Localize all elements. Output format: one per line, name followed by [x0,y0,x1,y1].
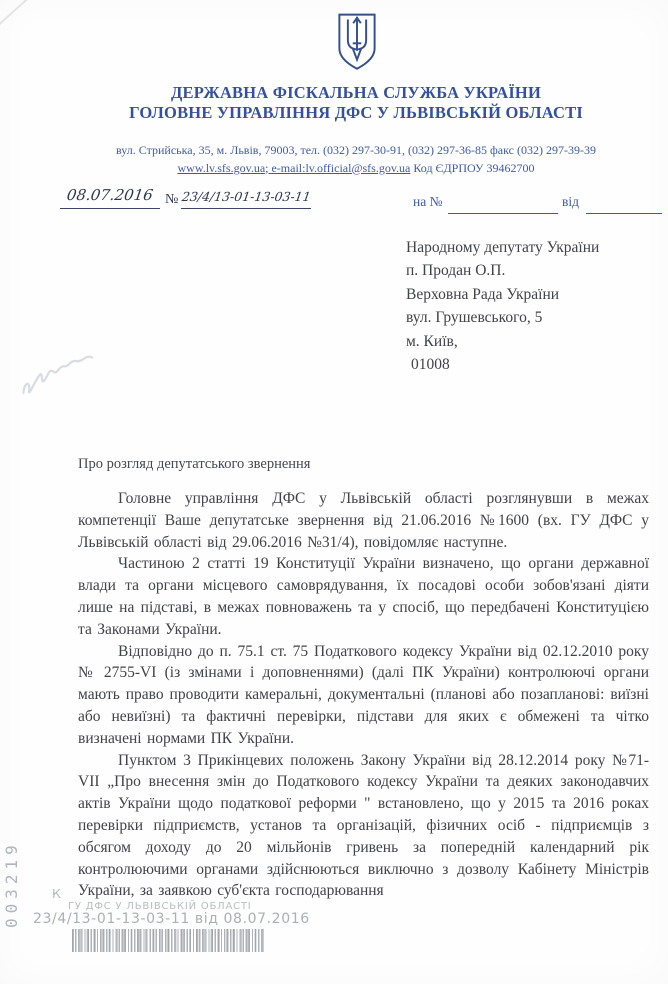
org-name-line2: ГОЛОВНЕ УПРАВЛІННЯ ДФС У ЛЬВІВСЬКІЙ ОБЛАСТІ [129,102,583,122]
registry-stamp-office: ГУ ДФС У ЛЬВІВСЬКІЙ ОБЛАСТІ [68,901,252,912]
recipient-line: Народному депутату України [406,239,600,256]
contact-web-line [46,160,666,178]
handwritten-date: 08.07.2016 [65,186,155,204]
tryzub-emblem-icon [334,12,380,72]
registry-barcode [72,929,264,952]
reply-number-blank [448,212,558,214]
recipient-postal-code: 01008 [411,356,450,374]
recipient-line: вул. Грушевського, 5 [406,309,543,327]
website-email-text: www.lv.sfs.gov.ua; e-mail:lv.official@sfs.gov.ua [177,160,411,175]
body-paragraph: Відповідно до п. 75.1 ст. 75 Податкового кодексу України від 02.12.2010 року № 2755-VI (із змінами і доповненнями) (далі ПК України) контролюючі органи мають право проводити камеральні, документальні (планові або позапланові: виїзні або невиїзні) та фактичні перевірки, підстави для яких є обмежені та чітко визначені нормами ПК України. [78,642,649,747]
reply-date-blank [586,212,662,214]
letterhead-contacts [46,142,666,177]
registry-stamp-number: 23/4/13-01-13-03-11 від 08.07.2016 [33,911,310,927]
subject-line: Про розгляд депутатського звернення [78,456,311,472]
letter-body [78,456,649,902]
recipient-block [406,236,646,376]
recipient-line: Верховна Рада України [406,285,560,303]
letterhead-org-name [46,83,666,122]
org-name-line1: ДЕРЖАВНА ФІСКАЛЬНА СЛУЖБА УКРАЇНИ [170,83,542,102]
number-sign-label: № [165,192,179,207]
body-paragraph: Головне управління ДФС у Львівській області розглянувши в межах компетенції Ваше депутатське звернення від 21.06.2016 №1600 (вх. ГУ ДФС у Львівській області від 29.06.2016 №31/4), повідомляє наступне. [78,490,649,551]
reply-number-label: на № [413,194,443,209]
body-paragraph: Частиною 2 статті 19 Конституції України визначено, що органи державної влади та органи місцевого самоврядування, їх посадові особи зобов'язані діяти лише на підставі, в межах повноважень та у спосіб, що передбачені Конституцією та Законами України. [78,555,649,638]
recipient-line: п. Продан О.П. [406,262,506,280]
handwritten-doc-number: 23/4/13-01-13-03-11 [180,189,312,204]
outgoing-date-field [60,186,160,209]
scan-artifact [0,0,31,26]
body-paragraph: Пунктом 3 Прикінцевих положень Закону України від 28.12.2014 року №71-VII „Про внесення змін до Податкового кодексу України та деяких законодавчих актів України щодо податкової реформи " встановлено, що у 2015 та 2016 роках перевірки підприємств, установ та організацій, фізичних осіб - підприємців з обсягом доходу до 20 мільйонів гривень за попередній календарний рік контролюючими органами здійснюються виключно з дозволу Кабінету Міністрів України, за заявкою суб'єкта господарювання [78,751,649,900]
contact-address-line: вул. Стрийська, 35, м. Львів, 79003, тел. (032) 297-30-91, (032) 297-36-85 факс (032) 297-39-39 [116,143,596,157]
reply-date-label: від [562,194,579,209]
pencil-scribble-mark [12,346,127,407]
edrpou-code: Код ЄДРПОУ 39462700 [410,160,535,175]
k-mark: К [52,886,61,901]
margin-serial-number: 003219 [2,840,21,928]
outgoing-number-field [181,189,311,209]
recipient-line: м. Київ, [406,332,458,350]
